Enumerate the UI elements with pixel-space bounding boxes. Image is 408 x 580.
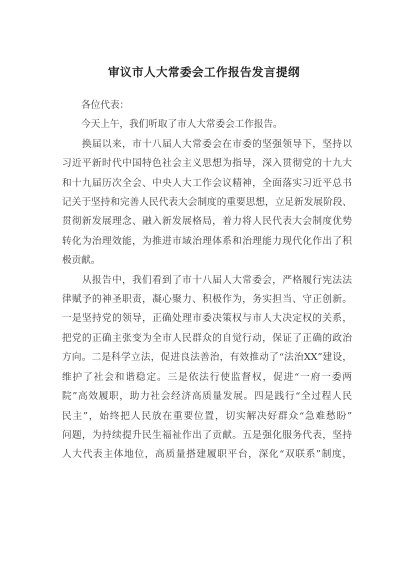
paragraph-line: 方向。二是科学立法，促进良法善治，有效推动了“法治XX”建设，: [62, 352, 352, 364]
document-title: 审议市人大常委会工作报告发言提纲: [108, 65, 300, 79]
paragraph-line: 一是坚持党的领导，正确处理市委决策权与市人大决定权的关系，: [62, 313, 352, 325]
document-body: [62, 96, 352, 465]
paragraph-line: 记关于坚持和完善人民代表大会制度的重要思想，立足新发展阶段、: [62, 197, 352, 209]
paragraph-line: 人大代表主体地位，高质量搭建履职平台，深化“双联系”制度，: [62, 449, 352, 461]
salutation-line: 各位代表：: [62, 100, 130, 111]
paragraph-line: 律赋予的神圣职责，凝心聚力、积极作为，务实担当、守正创新。: [62, 294, 352, 306]
paragraph-line: 今天上午，我们听取了市人大常委会工作报告。: [62, 119, 283, 131]
paragraph-line: 把党的正确主张变为全市人民群众的自觉行动，保证了正确的政治: [62, 332, 352, 344]
paragraph-line: 民主”，始终把人民放在重要位置，切实解决好群众“急难愁盼”: [62, 410, 352, 422]
paragraph-line: 贯彻新发展理念、融入新发展格局，着力将人民代表大会制度优势: [62, 216, 352, 228]
paragraph-line: 院”高效履职，助力社会经济高质量发展。四是践行“全过程人民: [62, 391, 352, 403]
paragraph-line: 习近平新时代中国特色社会主义思想为指导，深入贯彻党的十九大: [62, 158, 352, 170]
paragraph-line: 换届以来，市十八届人大常委会在市委的坚强领导下，坚持以: [62, 138, 352, 150]
paragraph-line: 从报告中，我们看到了市十八届人大常委会，严格履行宪法法: [62, 274, 352, 286]
paragraph-line: 维护了社会和谐稳定。三是依法行使监督权，促进“一府一委两: [62, 371, 352, 383]
paragraph-line: 和十九届历次全会、中央人大工作会议精神，全面落实习近平总书: [62, 177, 352, 189]
paragraph-line: 问题，为持续提升民生福祉作出了贡献。五是强化服务代表，坚持: [62, 429, 352, 441]
paragraph-line: 极贡献。: [62, 255, 101, 267]
paragraph-line: 转化为治理效能，为推进市域治理体系和治理能力现代化作出了积: [62, 235, 352, 247]
